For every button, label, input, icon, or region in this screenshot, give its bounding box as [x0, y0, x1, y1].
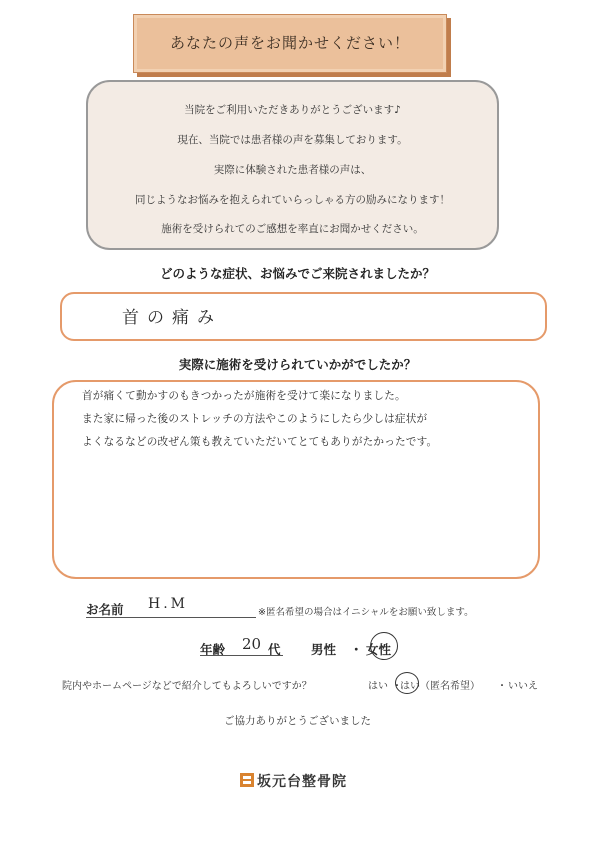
age-value: 20 — [242, 635, 262, 653]
title-banner — [133, 14, 447, 73]
answer-line: また家に帰った後のストレッチの方法やこのようにしたら少しは症状が — [82, 413, 428, 425]
consent-question: 院内やホームページなどで紹介してもよろしいですか？ — [62, 681, 312, 692]
consent-option-yes: はい — [368, 681, 388, 692]
consent-separator: ・ — [392, 681, 402, 692]
answer-symptom: 首の痛み — [122, 308, 222, 328]
name-underline — [86, 617, 256, 618]
age-underline — [200, 655, 283, 656]
selection-circle — [370, 632, 398, 660]
gender-male-option: 男性 — [311, 642, 337, 657]
thanks-message: ご協力ありがとうございました — [224, 715, 371, 727]
intro-line: 現在、当院では患者様の声を募集しております。 — [177, 134, 408, 146]
question-symptom: どのような症状、お悩みでご来院されましたか？ — [159, 266, 435, 281]
clinic-logo-icon — [240, 773, 254, 787]
consent-option-no: いいえ — [508, 681, 538, 692]
consent-option-yes-anonymous: はい（匿名希望） — [400, 681, 480, 692]
name-value: H.M — [148, 596, 188, 612]
answer-box-symptom — [60, 292, 547, 341]
page-title: あなたの声をお聞かせください！ — [169, 34, 410, 52]
question-impression: 実際に施術を受けられていかがでしたか？ — [178, 357, 417, 372]
gender-separator: ・ — [350, 642, 363, 657]
answer-box-impression — [52, 380, 540, 579]
gender-female-option: 女性 — [366, 642, 392, 657]
intro-line: 施術を受けられてのご感想を率直にお聞かせください。 — [161, 223, 424, 235]
intro-box — [86, 80, 499, 250]
anonymous-note: ※匿名希望の場合はイニシャルをお願い致します。 — [258, 607, 474, 618]
consent-separator: ・ — [497, 681, 507, 692]
age-label: 年齢 — [200, 642, 226, 657]
age-unit: 代 — [268, 642, 281, 657]
intro-line: 同じようなお悩みを抱えられていらっしゃる方の励みになります！ — [135, 194, 450, 206]
intro-line: 実際に体験された患者様の声は、 — [213, 164, 372, 176]
selection-circle — [395, 672, 419, 694]
answer-line: よくなるなどの改ぜん策も教えていただいてとてもありがたかったです。 — [82, 436, 438, 448]
answer-line: 首が痛くて動かすのもきつかったが施術を受けて楽になりました。 — [82, 390, 406, 402]
clinic-name: 坂元台整骨院 — [257, 774, 347, 790]
intro-line: 当院をご利用いただきありがとうございます♪ — [184, 104, 401, 116]
name-label: お名前 — [86, 602, 124, 617]
